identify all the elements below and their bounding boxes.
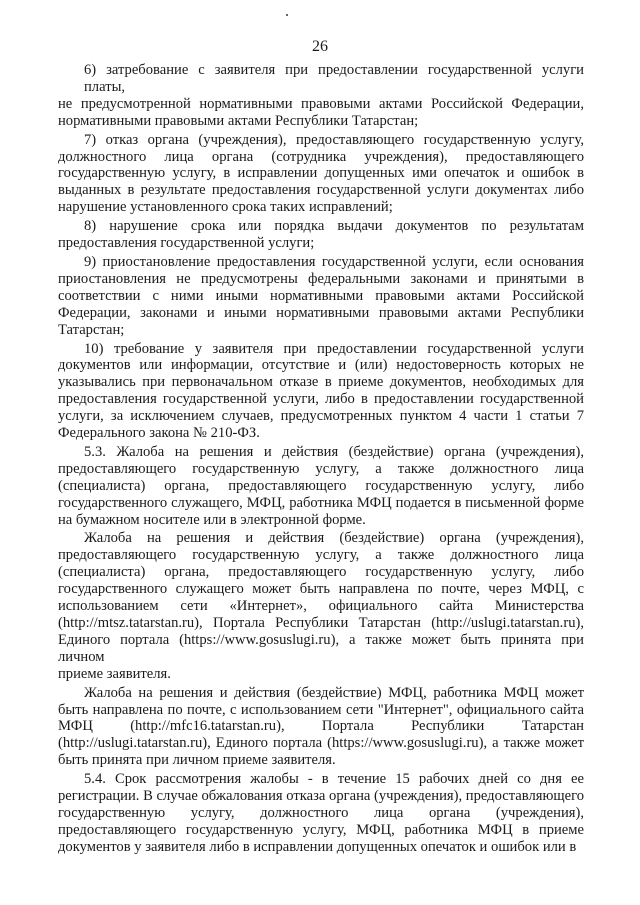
text-line: быть направлена по почте, с использованием сети "Интернет", официального сайта (58, 701, 584, 718)
text-line: Жалоба на решения и действия (бездействие) МФЦ, работника МФЦ может (84, 684, 584, 701)
text-line: государственную услугу, в исправлении допущенных ими опечаток и ошибок в (58, 165, 584, 182)
text-line: указывались при первоначальном отказе в приеме документов, необходимых для (58, 374, 584, 391)
text-line: 8) нарушение срока или порядка выдачи документов по результатам (84, 218, 584, 235)
text-line: использованием сети «Интернет», официального сайта Министерства (58, 598, 584, 615)
document-body (58, 62, 584, 858)
text-line: государственного служащего, МФЦ, работника МФЦ подается в письменной форме (58, 494, 584, 511)
text-line: 5.3. Жалоба на решения и действия (бездействие) органа (учреждения), (84, 443, 584, 460)
text-line: государственного служащего может быть направлена по почте, через МФЦ, с (58, 581, 584, 598)
paragraph-item-6 (58, 62, 584, 130)
text-line: Татарстан; (58, 321, 125, 338)
text-line: государственную услугу, должностного лица органа (учреждения), (58, 804, 584, 821)
text-line: (http://uslugi.tatarstan.ru), Единого портала (https://www.gosuslugi.ru), а также может (58, 735, 584, 752)
text-line: Федерации, законами и иными нормативными правовыми актами Республики (58, 304, 584, 321)
text-line: документов или информации, отсутствие и (или) недостоверность которых не (58, 357, 584, 374)
text-line: (специалиста) органа, предоставляющего государственную услугу, либо (58, 477, 584, 494)
text-line: нарушение установленного срока таких исправлений; (58, 199, 393, 216)
text-line: на бумажном носителе или в электронной форме. (58, 511, 366, 528)
text-line: МФЦ (http://mfc16.tatarstan.ru), Портала Республики Татарстан (58, 718, 584, 735)
text-line: соответствии с ними иными нормативными правовыми актами Российской (58, 287, 584, 304)
text-line: Жалоба на решения и действия (бездействие) органа (учреждения), (84, 530, 584, 547)
paragraph-complaint-paragraph (58, 530, 584, 682)
paragraph-section-5-4 (58, 771, 584, 856)
text-line: не предусмотренной нормативными правовыми актами Российской Федерации, (58, 95, 584, 112)
text-line: услуги, за исключением случаев, предусмотренных пунктом 4 части 1 статьи 7 (58, 408, 584, 425)
paragraph-section-5-3 (58, 444, 584, 529)
text-line: приостановления не предусмотрены федеральными законами и принятыми в (58, 270, 584, 287)
text-line: предоставляющего государственную услугу, МФЦ, работника МФЦ в приеме (58, 821, 584, 838)
paragraph-mfc-complaint-paragraph (58, 685, 584, 770)
page-number: 26 (312, 38, 328, 55)
text-line: нормативными правовыми актами Республики Татарстан; (58, 112, 419, 129)
paragraph-item-8 (58, 218, 584, 252)
text-line: 6) затребование с заявителя при предоставлении государственной услуги платы, (84, 62, 584, 95)
text-line: должностного лица органа (сотрудника учреждения), предоставляющего (58, 148, 584, 165)
text-line: 10) требование у заявителя при предоставлении государственной услуги (84, 340, 584, 357)
text-line: предоставления государственной услуги; (58, 235, 315, 252)
paragraph-item-9 (58, 254, 584, 339)
text-line: предоставляющего государственную услугу, а также должностного лица (58, 460, 584, 477)
text-line: выданных в результате предоставления государственной услуги документах либо (58, 182, 584, 199)
text-line: предоставления государственной услуги, либо в предоставлении государственной (58, 391, 584, 408)
text-line: Единого портала (https://www.gosuslugi.ru), а также может быть принята при личном (58, 631, 584, 665)
text-line: приеме заявителя. (58, 665, 171, 682)
paragraph-item-7 (58, 132, 584, 217)
text-line: документов у заявителя либо в исправлении допущенных опечаток и ошибок или в (58, 838, 577, 855)
text-line: (специалиста) органа, предоставляющего государственную услугу, либо (58, 564, 584, 581)
text-line: 9) приостановление предоставления государственной услуги, если основания (84, 253, 584, 270)
text-line: 5.4. Срок рассмотрения жалобы - в течение 15 рабочих дней со дня ее (84, 771, 584, 788)
text-line: (http://mtsz.tatarstan.ru), Портала Республики Татарстан (http://uslugi.tatarstan.ru), (58, 615, 584, 631)
text-line: 7) отказ органа (учреждения), предоставляющего государственную услугу, (84, 131, 584, 148)
scan-speck (286, 14, 288, 16)
text-line: быть принята при личном приеме заявителя. (58, 752, 336, 769)
paragraph-item-10 (58, 341, 584, 442)
text-line: регистрации. В случае обжалования отказа органа (учреждения), предоставляющего (58, 788, 584, 805)
text-line: Федерального закона № 210-ФЗ. (58, 425, 260, 442)
text-line: предоставляющего государственную услугу, а также должностного лица (58, 547, 584, 564)
